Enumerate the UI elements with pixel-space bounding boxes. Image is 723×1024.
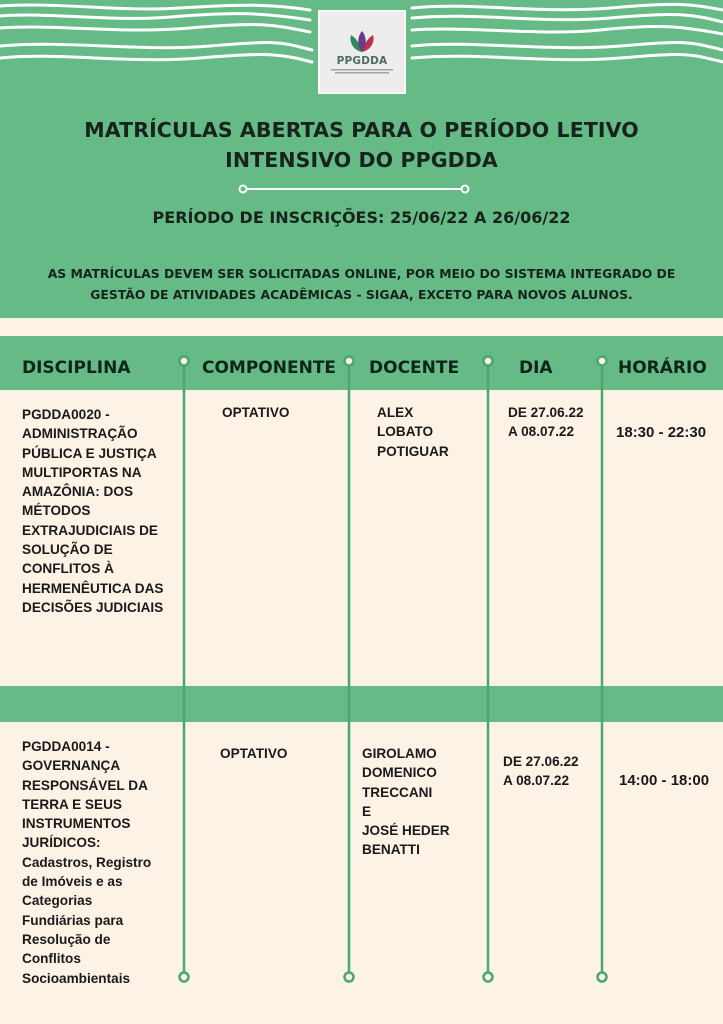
page-title bbox=[0, 115, 723, 175]
column-header-componente: COMPONENTE bbox=[202, 358, 337, 378]
row1-componente: OPTATIVO bbox=[222, 405, 290, 420]
row2-docente: GIROLAMO DOMENICO TRECCANI E JOSÉ HEDER BENATTI bbox=[362, 746, 450, 858]
row1-docente: ALEX LOBATO POTIGUAR bbox=[377, 405, 449, 459]
row2-componente: OPTATIVO bbox=[220, 746, 288, 761]
column-header-dia: DIA bbox=[519, 358, 553, 378]
notice-line-1: AS MATRÍCULAS DEVEM SER SOLICITADAS ONLINE, POR MEIO DO SISTEMA INTEGRADO DE bbox=[47, 266, 676, 281]
column-header-disciplina: DISCIPLINA bbox=[22, 358, 131, 378]
title-line-1: MATRÍCULAS ABERTAS PARA O PERÍODO LETIVO bbox=[84, 118, 639, 142]
column-header-docente: DOCENTE bbox=[369, 358, 460, 378]
row1-horario: 18:30 - 22:30 bbox=[616, 424, 707, 441]
row1-dia: DE 27.06.22 A 08.07.22 bbox=[508, 405, 584, 440]
logo-wordmark: PPGDDA bbox=[336, 55, 388, 67]
title-line-2: INTENSIVO DO PPGDDA bbox=[225, 148, 498, 172]
column-header-horario: HORÁRIO bbox=[618, 358, 707, 378]
title-divider bbox=[238, 182, 470, 196]
lotus-icon bbox=[345, 30, 379, 54]
enrollment-period: PERÍODO DE INSCRIÇÕES: 25/06/22 A 26/06/22 bbox=[152, 208, 571, 227]
row2-dia: DE 27.06.22 A 08.07.22 bbox=[503, 754, 579, 789]
enrollment-notice bbox=[20, 263, 703, 305]
row-separator-band bbox=[0, 686, 723, 722]
row1-disciplina: PGDDA0020 - ADMINISTRAÇÃO PÚBLICA E JUSTIÇA MULTIPORTAS NA AMAZÔNIA: DOS MÉTODOS EXTRAJUDICIAIS DE SOLUÇÃO DE CONFLITOS À HERMENÊUTICA DAS DECISÕES JUDICIAIS bbox=[22, 407, 164, 615]
notice-line-2: GESTÃO DE ATIVIDADES ACADÊMICAS - SIGAA, EXCETO PARA NOVOS ALUNOS. bbox=[90, 287, 633, 302]
ppgdda-logo bbox=[318, 10, 406, 94]
row2-horario: 14:00 - 18:00 bbox=[619, 772, 710, 789]
row2-disciplina: PGDDA0014 - GOVERNANÇA RESPONSÁVEL DA TERRA E SEUS INSTRUMENTOS JURÍDICOS: Cadastros, Registro de Imóveis e as Categorias Fundiárias para Resolução de Conflitos Socioambientais bbox=[22, 739, 152, 986]
logo-subtitle-lines bbox=[331, 69, 393, 74]
